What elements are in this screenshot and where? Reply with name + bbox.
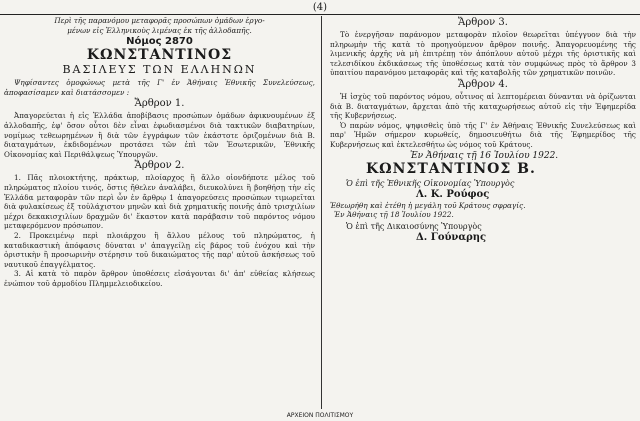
top-rule	[0, 14, 640, 15]
minister-economy-role: Ὁ ἐπὶ τῆς Ἐθνικῆς Οἰκονομίας Ὑπουργὸς	[346, 178, 515, 188]
intro-line-1: Περὶ τῆς παρανόμου μεταφορᾶς προσώπων ὁμάδων ἐργο-	[54, 16, 265, 25]
preamble: Ψηφίσαντες ὁμοφώνως μετὰ τῆς Γ' ἐν Ἀθήναις Ἐθνικῆς Συνελεύσεως, ἀποφασίσαμεν καὶ διατάσσομεν :	[4, 78, 315, 97]
date-sealed: Ἐν Ἀθήναις τῇ 18 Ἰουλίου 1922.	[334, 210, 454, 220]
minister-justice-name: Δ. Γούναρης	[416, 231, 487, 243]
article-2-paragraph-1: 1. Πᾶς πλοιοκτήτης, πράκτωρ, πλοίαρχος ἢ ἄλλο οἱονδήποτε μέλος τοῦ πληρώματος πλοίου τινός, ὅστις ἤθελεν ἀναλάβει, διευκολύνει ἢ βοηθήσῃ τὴν εἰς Ἑλλάδα μεταφορὰν τῶν περὶ ὧν ἐν ἄρθρῳ 1 ἀπαγορεύσεις προσώπων τιμωρεῖται διὰ φυλακίσεως ἐξ τοὐλάχιστον μηνῶν καὶ διὰ χρηματικῆς ποινῆς ἀπὸ τρισχιλίων μέχρι δεκακισχιλίων δραχμῶν δι' ἕκαστον κατὰ παράβασιν τοῦ παρόντος νόμου μεταφερόμενον πρόσωπον.	[4, 173, 315, 231]
columns	[4, 16, 636, 409]
article-2-paragraph-2: 2. Προκειμένῳ περὶ πλοιάρχου ἢ ἄλλου μέλους τοῦ πληρώματος, ἡ καταδικαστικὴ ἀπόφασις δύναται ν' ἀπαγγείλῃ εἰς βάρος τοῦ ἐνόχου καὶ τὴν ὁριστικὴν ἢ προσωρινὴν στέρησιν τοῦ δικαιώματος τῆς παρ' αὐτοῦ ἀσκήσεως τοῦ ναυτικοῦ ἐπαγγέλματος.	[4, 230, 315, 269]
article-2-paragraph-3: 3. Αἱ κατὰ τὸ παρὸν ἄρθρον ὑποθέσεις εἰσάγονται δι' ἀπ' εὐθείας κλήσεως ἐνώπιον τοῦ ἁρμοδίου Πλημμελειοδικείου.	[4, 269, 315, 288]
king-title: ΒΑΣΙΛΕΥΣ ΤΩΝ ΕΛΛΗΝΩΝ	[62, 63, 257, 77]
minister-justice-role: Ὁ ἐπὶ τῆς Δικαιοσύνης Ὑπουργὸς	[346, 221, 482, 231]
article-1-heading: Ἄρθρον 1.	[134, 98, 185, 110]
date-signed: Ἐν Ἀθήναις τῇ 16 Ἰουλίου 1922.	[410, 150, 559, 161]
intro-line-2: μένων εἰς Ἑλληνικοὺς λιμένας ἐκ τῆς ἀλλοδαπῆς.	[67, 25, 252, 35]
king-heading: ΚΩΝΣΤΑΝΤΙΝΟΣ	[86, 47, 233, 64]
promulgation-text: Ὁ παρὼν νόμος, ψηφισθεὶς ὑπὸ τῆς Γ' ἐν Ἀθήναις Ἐθνικῆς Συνελεύσεως καὶ παρ' Ἡμῶν σήμερον κυρωθείς, δημοσιευθήτω διὰ τῆς Ἐφημερίδος τῆς Κυβερνήσεως καὶ ἐκτελεσθήτω ὡς νόμος τοῦ Κράτους.	[330, 120, 636, 149]
left-column	[4, 16, 322, 409]
right-column	[322, 16, 636, 409]
article-2-heading: Ἄρθρον 2.	[134, 160, 185, 172]
minister-economy-name: Λ. Κ. Ρούφος	[416, 188, 490, 200]
article-3-heading: Ἄρθρον 3.	[458, 17, 508, 28]
king-signature: ΚΩΝΣΤΑΝΤΙΝΟΣ Β.	[366, 160, 536, 177]
law-number: Νόμος 2870	[126, 36, 193, 48]
article-1-text: Ἀπαγορεύεται ἡ εἰς Ἑλλάδα ἀποβίβασις προσώπων ὁμάδων ἀφικνουμένων ἐξ ἀλλοδαπῆς, ἐφ' ὅσον οὗτοι δὲν εἶναι ἐφωδιασμένοι διὰ τακτικῶν διαβατηρίων, νομίμως τεθεωρημένων ἢ διὰ τῶν ἐγγράφων τῶν ἑκάστοτε ὁριζομένων διὰ Β. διαταγμάτων, ἐκδιδομένων προτάσει τῶν ἐπὶ τῶν Ἐσωτερικῶν, Ἐθνικῆς Οἰκονομίας καὶ Περιθάλψεως Ὑπουργῶν.	[4, 111, 315, 159]
article-3-text: Τὸ ἐνεργῆσαν παράνομον μεταφορὰν πλοῖον θεωρεῖται ὑπέγγυον διὰ τὴν πληρωμὴν τῆς κατὰ τὸ προηγούμενον ἄρθρον ποινῆς. Ἀπαγορευομένης τῆς λιμενικῆς ἀρχῆς νὰ μὴ ἐπιτρέπῃ τὸν ἀπόπλουν αὐτοῦ μέχρι τῆς ὁριστικῆς καὶ τελεσιδίκου ἐκδικάσεως τῆς ὑποθέσεως κατὰ τὸν συμφώνως πρὸς τὸ ἄρθρον 3 ὑπαιτίου παρανόμου μεταφορᾶς καὶ τῆς καταβολῆς τῶν χρηματικῶν ποινῶν.	[330, 30, 636, 78]
article-4-text: Ἡ ἰσχὺς τοῦ παρόντος νόμου, οὗτινος αἱ λεπτομέρειαι δύνανται νὰ ὁρίζωνται διὰ Β. διαταγμάτων, ἄρχεται ἀπὸ τῆς καταχωρήσεως αὐτοῦ εἰς τὴν Ἐφημερίδα τῆς Κυβερνήσεως.	[330, 91, 636, 121]
article-4-heading: Ἄρθρον 4.	[458, 78, 508, 90]
archive-footer: ΑΡΧΕΙΟΝ ΠΟΛΙΤΙΣΜΟΥ	[286, 412, 354, 419]
seal-note: Ἐθεωρήθη καὶ ἐτέθη ἡ μεγάλη τοῦ Κράτους σφραγίς.	[330, 200, 526, 210]
page-number: (4)	[312, 2, 328, 13]
